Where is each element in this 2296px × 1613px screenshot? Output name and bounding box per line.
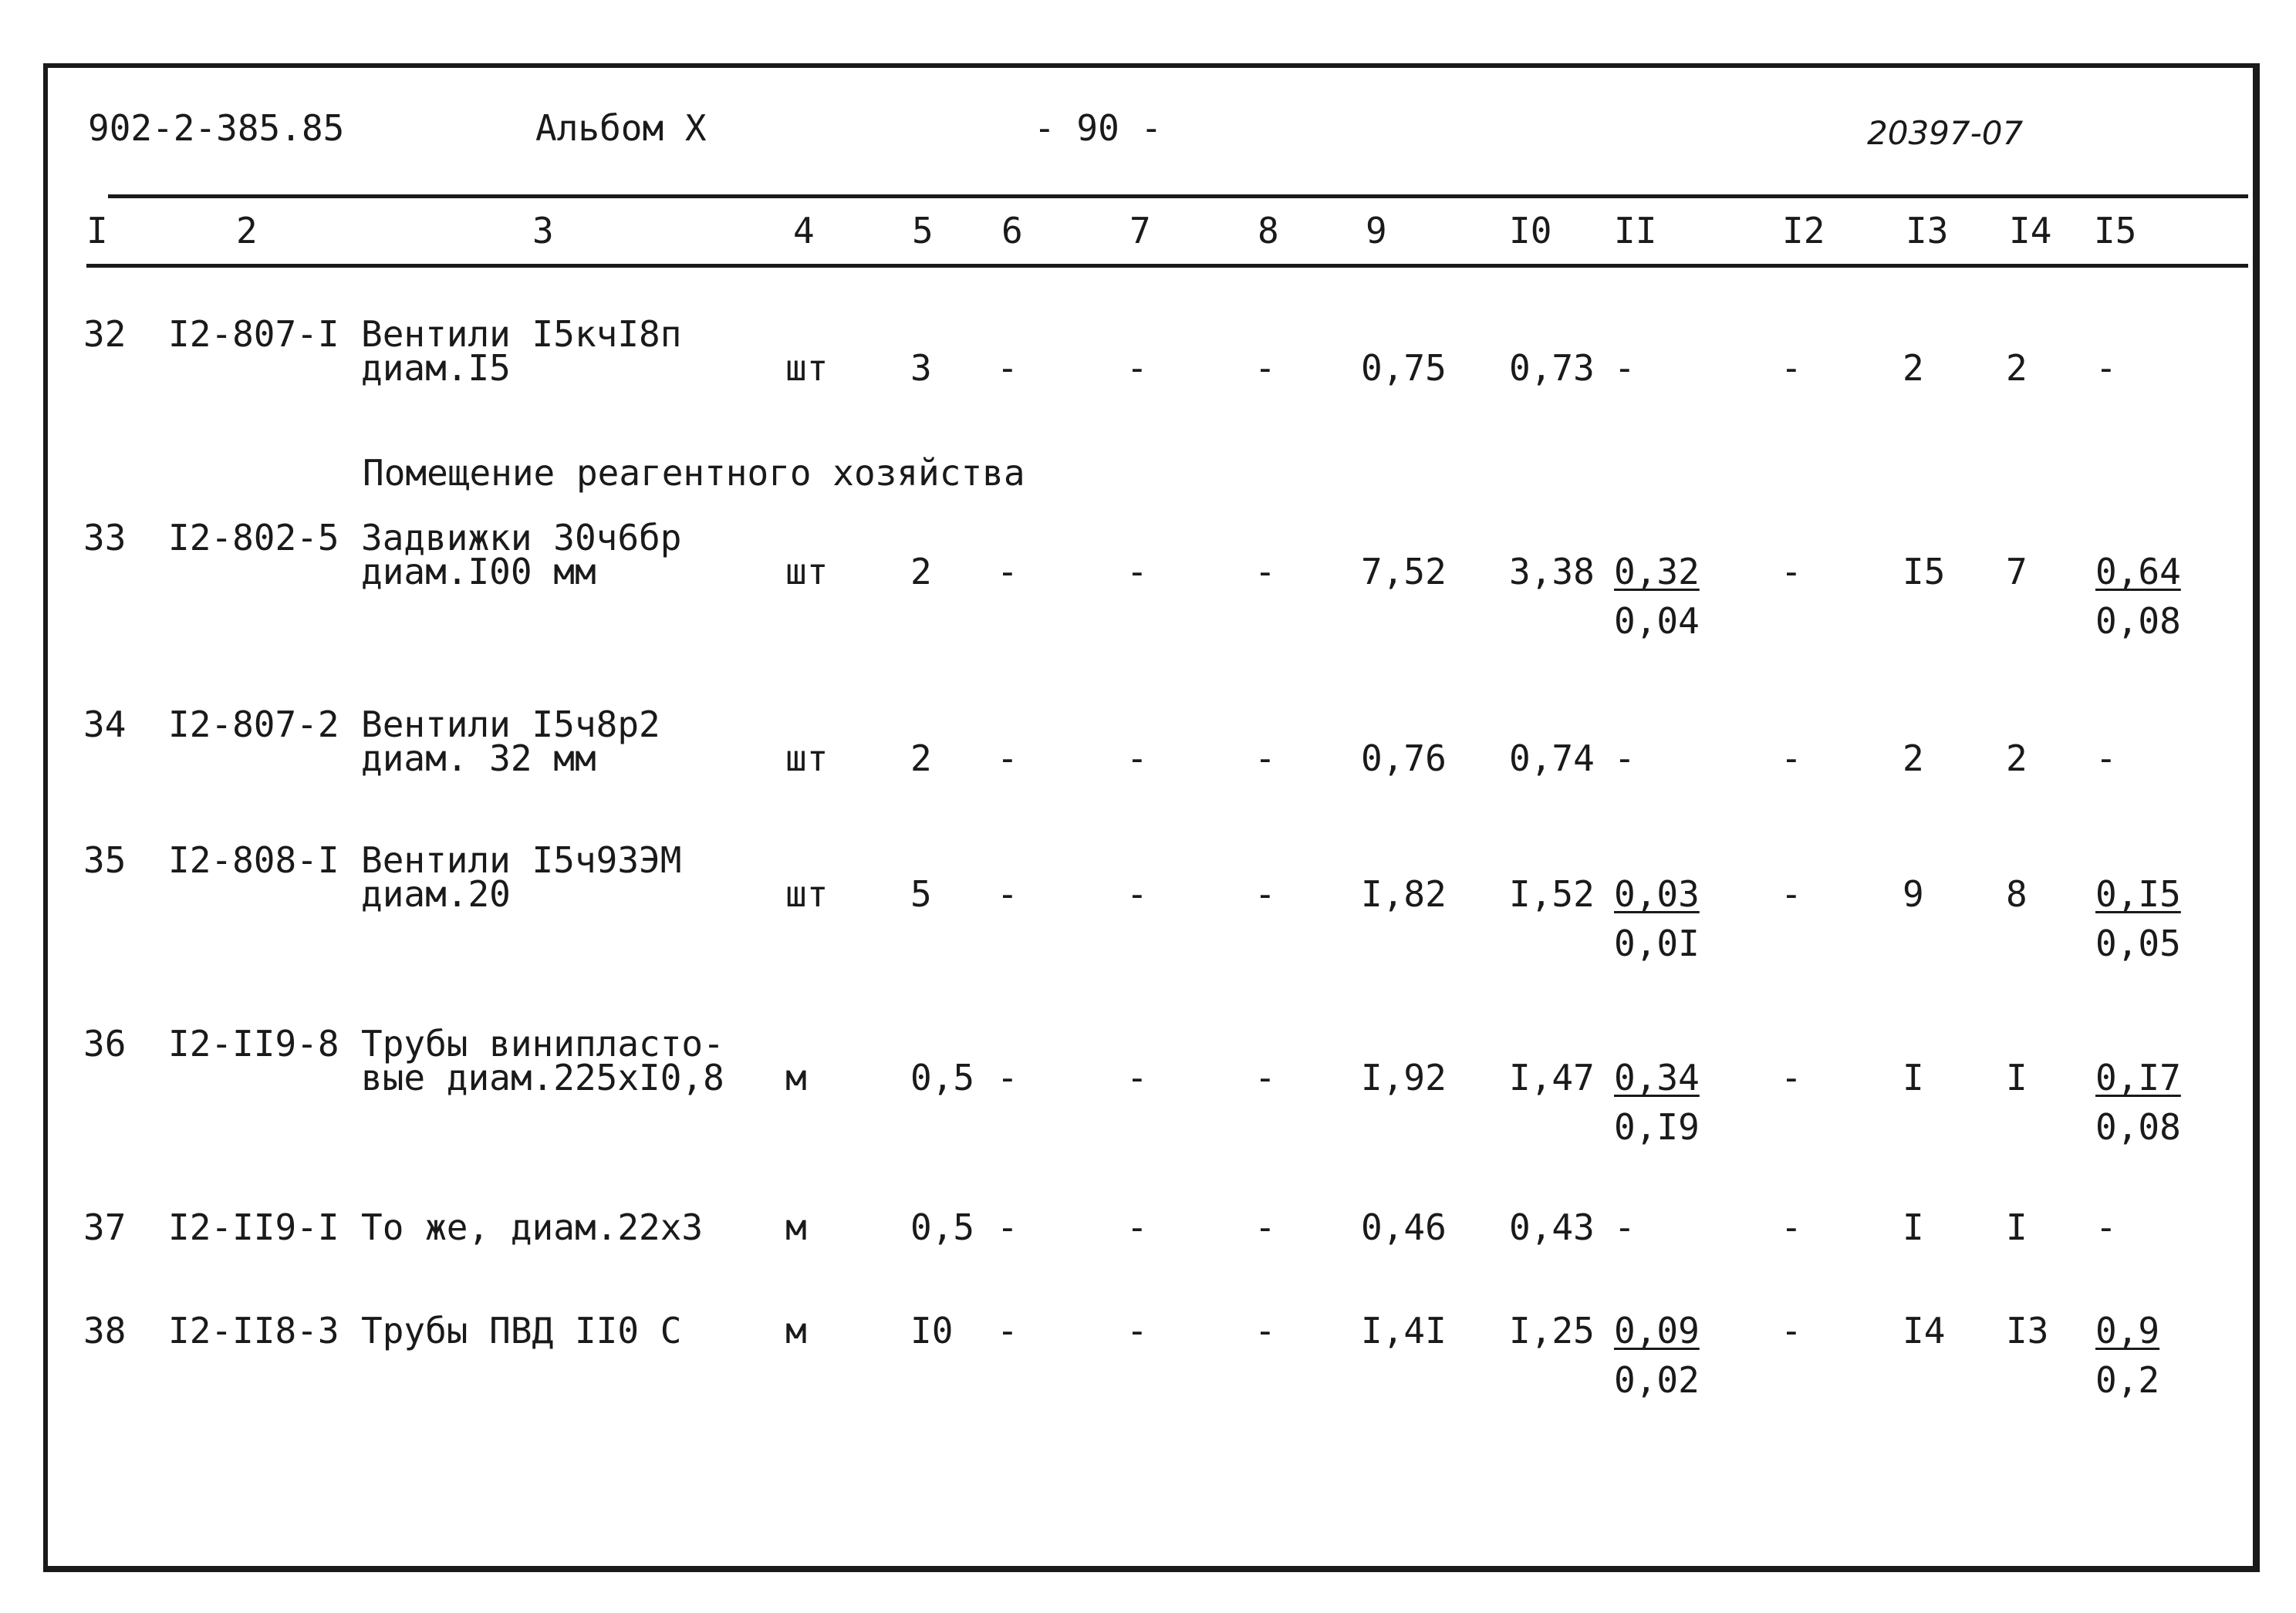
col9-cell: 0,46 — [1361, 1206, 1447, 1248]
row-number: 36 — [83, 1023, 127, 1065]
row-number: 32 — [83, 313, 127, 355]
doc-code: 902-2-385.85 — [88, 107, 345, 149]
col15-numerator: 0,64 — [2095, 551, 2181, 592]
column-number: I0 — [1509, 210, 1552, 251]
col7-cell: - — [1126, 1206, 1148, 1248]
col12-cell: - — [1781, 873, 1802, 915]
col13-cell: 2 — [1903, 347, 1924, 389]
quantity-cell: I0 — [910, 1310, 954, 1351]
col15-numerator: 0,I7 — [2095, 1057, 2181, 1098]
column-number: II — [1614, 210, 1657, 251]
col10-cell: I,25 — [1509, 1310, 1595, 1351]
col7-cell: - — [1126, 551, 1148, 592]
col9-cell: 0,76 — [1361, 737, 1447, 779]
col13-cell: 9 — [1903, 873, 1924, 915]
item-name: Вентили I5ч8р2 — [361, 704, 660, 745]
col11-fraction — [1614, 1310, 1700, 1401]
col12-cell: - — [1781, 551, 1802, 592]
col15-denominator: 0,05 — [2095, 923, 2181, 964]
col11-fraction — [1614, 1057, 1700, 1148]
col6-cell: - — [997, 551, 1018, 592]
col12-cell: - — [1781, 1310, 1802, 1351]
col15-cell: - — [2095, 347, 2117, 389]
column-number: I — [86, 210, 108, 251]
col11-cell: - — [1614, 1206, 1636, 1248]
item-name: Задвижки 30ч6бр — [361, 517, 682, 558]
col11-numerator: 0,32 — [1614, 551, 1700, 592]
col11-cell: - — [1614, 737, 1636, 779]
column-number: 6 — [1001, 210, 1023, 251]
col15-cell: - — [2095, 737, 2117, 779]
column-number: 7 — [1129, 210, 1151, 251]
col15-fraction — [2095, 551, 2181, 642]
col6-cell: - — [997, 1206, 1018, 1248]
col11-denominator: 0,02 — [1614, 1359, 1700, 1401]
column-number: I3 — [1906, 210, 1949, 251]
price-code: I2-802-5 — [168, 517, 339, 558]
item-name: Вентили I5ч93ЭМ — [361, 839, 682, 881]
column-number: I5 — [2094, 210, 2137, 251]
col13-cell: I — [1903, 1057, 1924, 1098]
column-number: 4 — [793, 210, 815, 251]
price-code: I2-II9-8 — [168, 1023, 339, 1065]
inventory-number: 20397-07 — [1867, 114, 2024, 152]
col11-fraction — [1614, 873, 1700, 964]
col9-cell: I,82 — [1361, 873, 1447, 915]
quantity-cell: 3 — [910, 347, 932, 389]
col15-cell: - — [2095, 1206, 2117, 1248]
price-code: I2-807-2 — [168, 704, 339, 745]
row-number: 34 — [83, 704, 127, 745]
unit-cell: м — [785, 1206, 807, 1248]
col11-denominator: 0,04 — [1614, 600, 1700, 642]
item-name-line2: диам.20 — [361, 873, 511, 915]
column-number: 9 — [1366, 210, 1387, 251]
col13-cell: I — [1903, 1206, 1924, 1248]
row-number: 37 — [83, 1206, 127, 1248]
item-name-line2: диам.I00 мм — [361, 551, 596, 592]
col12-cell: - — [1781, 1057, 1802, 1098]
item-name-line2: вые диам.225хI0,8 — [361, 1057, 724, 1098]
col11-denominator: 0,0I — [1614, 923, 1700, 964]
col7-cell: - — [1126, 1057, 1148, 1098]
col6-cell: - — [997, 1310, 1018, 1351]
unit-cell: м — [785, 1057, 807, 1098]
item-name: То же, диам.22х3 — [361, 1206, 704, 1248]
item-name-line2: диам. 32 мм — [361, 737, 596, 779]
price-code: I2-II9-I — [168, 1206, 339, 1248]
col13-cell: I4 — [1903, 1310, 1946, 1351]
col15-denominator: 0,08 — [2095, 1106, 2181, 1148]
quantity-cell: 0,5 — [910, 1206, 975, 1248]
column-number: 8 — [1258, 210, 1279, 251]
column-number: 5 — [912, 210, 934, 251]
column-number: I2 — [1782, 210, 1825, 251]
col11-denominator: 0,I9 — [1614, 1106, 1700, 1148]
col8-cell: - — [1254, 1310, 1276, 1351]
col15-numerator: 0,I5 — [2095, 873, 2181, 915]
col7-cell: - — [1126, 1310, 1148, 1351]
col11-numerator: 0,09 — [1614, 1310, 1700, 1351]
col7-cell: - — [1126, 737, 1148, 779]
col6-cell: - — [997, 347, 1018, 389]
header-rule-bottom — [86, 264, 2248, 268]
col15-fraction — [2095, 1310, 2160, 1401]
unit-cell: шт — [785, 347, 829, 389]
price-code: I2-808-I — [168, 839, 339, 881]
col12-cell: - — [1781, 347, 1802, 389]
col14-cell: 8 — [2006, 873, 2028, 915]
item-name: Трубы винипласто- — [361, 1023, 724, 1065]
quantity-cell: 2 — [910, 551, 932, 592]
col7-cell: - — [1126, 347, 1148, 389]
col14-cell: 7 — [2006, 551, 2028, 592]
col10-cell: 0,74 — [1509, 737, 1595, 779]
item-name-line2: диам.I5 — [361, 347, 511, 389]
col10-cell: I,47 — [1509, 1057, 1595, 1098]
col10-cell: I,52 — [1509, 873, 1595, 915]
col15-fraction — [2095, 873, 2181, 964]
col15-fraction — [2095, 1057, 2181, 1148]
col6-cell: - — [997, 737, 1018, 779]
col9-cell: 7,52 — [1361, 551, 1447, 592]
col11-cell: - — [1614, 347, 1636, 389]
col15-numerator: 0,9 — [2095, 1310, 2160, 1351]
col14-cell: I3 — [2006, 1310, 2049, 1351]
quantity-cell: 5 — [910, 873, 932, 915]
item-name: Вентили I5кчI8п — [361, 313, 682, 355]
col15-denominator: 0,2 — [2095, 1359, 2160, 1401]
col15-denominator: 0,08 — [2095, 600, 2181, 642]
col9-cell: I,92 — [1361, 1057, 1447, 1098]
quantity-cell: 2 — [910, 737, 932, 779]
col11-numerator: 0,34 — [1614, 1057, 1700, 1098]
col11-fraction — [1614, 551, 1700, 642]
col9-cell: 0,75 — [1361, 347, 1447, 389]
col8-cell: - — [1254, 737, 1276, 779]
item-name: Трубы ПВД II0 С — [361, 1310, 682, 1351]
unit-cell: шт — [785, 551, 829, 592]
col6-cell: - — [997, 873, 1018, 915]
row-number: 35 — [83, 839, 127, 881]
col7-cell: - — [1126, 873, 1148, 915]
header-rule-top — [108, 194, 2248, 198]
col8-cell: - — [1254, 347, 1276, 389]
col14-cell: 2 — [2006, 737, 2028, 779]
col13-cell: 2 — [1903, 737, 1924, 779]
col13-cell: I5 — [1903, 551, 1946, 592]
col12-cell: - — [1781, 1206, 1802, 1248]
price-code: I2-II8-3 — [168, 1310, 339, 1351]
col8-cell: - — [1254, 1206, 1276, 1248]
col11-numerator: 0,03 — [1614, 873, 1700, 915]
page-number: - 90 - — [1034, 107, 1163, 149]
price-code: I2-807-I — [168, 313, 339, 355]
col14-cell: I — [2006, 1206, 2028, 1248]
album-label: Альбом X — [535, 107, 707, 149]
col10-cell: 3,38 — [1509, 551, 1595, 592]
unit-cell: м — [785, 1310, 807, 1351]
col14-cell: 2 — [2006, 347, 2028, 389]
column-number: 3 — [532, 210, 554, 251]
unit-cell: шт — [785, 873, 829, 915]
row-number: 33 — [83, 517, 127, 558]
row-number: 38 — [83, 1310, 127, 1351]
column-number: I4 — [2009, 210, 2052, 251]
col8-cell: - — [1254, 551, 1276, 592]
col10-cell: 0,43 — [1509, 1206, 1595, 1248]
col9-cell: I,4I — [1361, 1310, 1447, 1351]
section-title: Помещение реагентного хозяйства — [363, 452, 1025, 494]
col14-cell: I — [2006, 1057, 2028, 1098]
unit-cell: шт — [785, 737, 829, 779]
col12-cell: - — [1781, 737, 1802, 779]
quantity-cell: 0,5 — [910, 1057, 975, 1098]
column-number: 2 — [236, 210, 258, 251]
col6-cell: - — [997, 1057, 1018, 1098]
col10-cell: 0,73 — [1509, 347, 1595, 389]
col8-cell: - — [1254, 1057, 1276, 1098]
col8-cell: - — [1254, 873, 1276, 915]
